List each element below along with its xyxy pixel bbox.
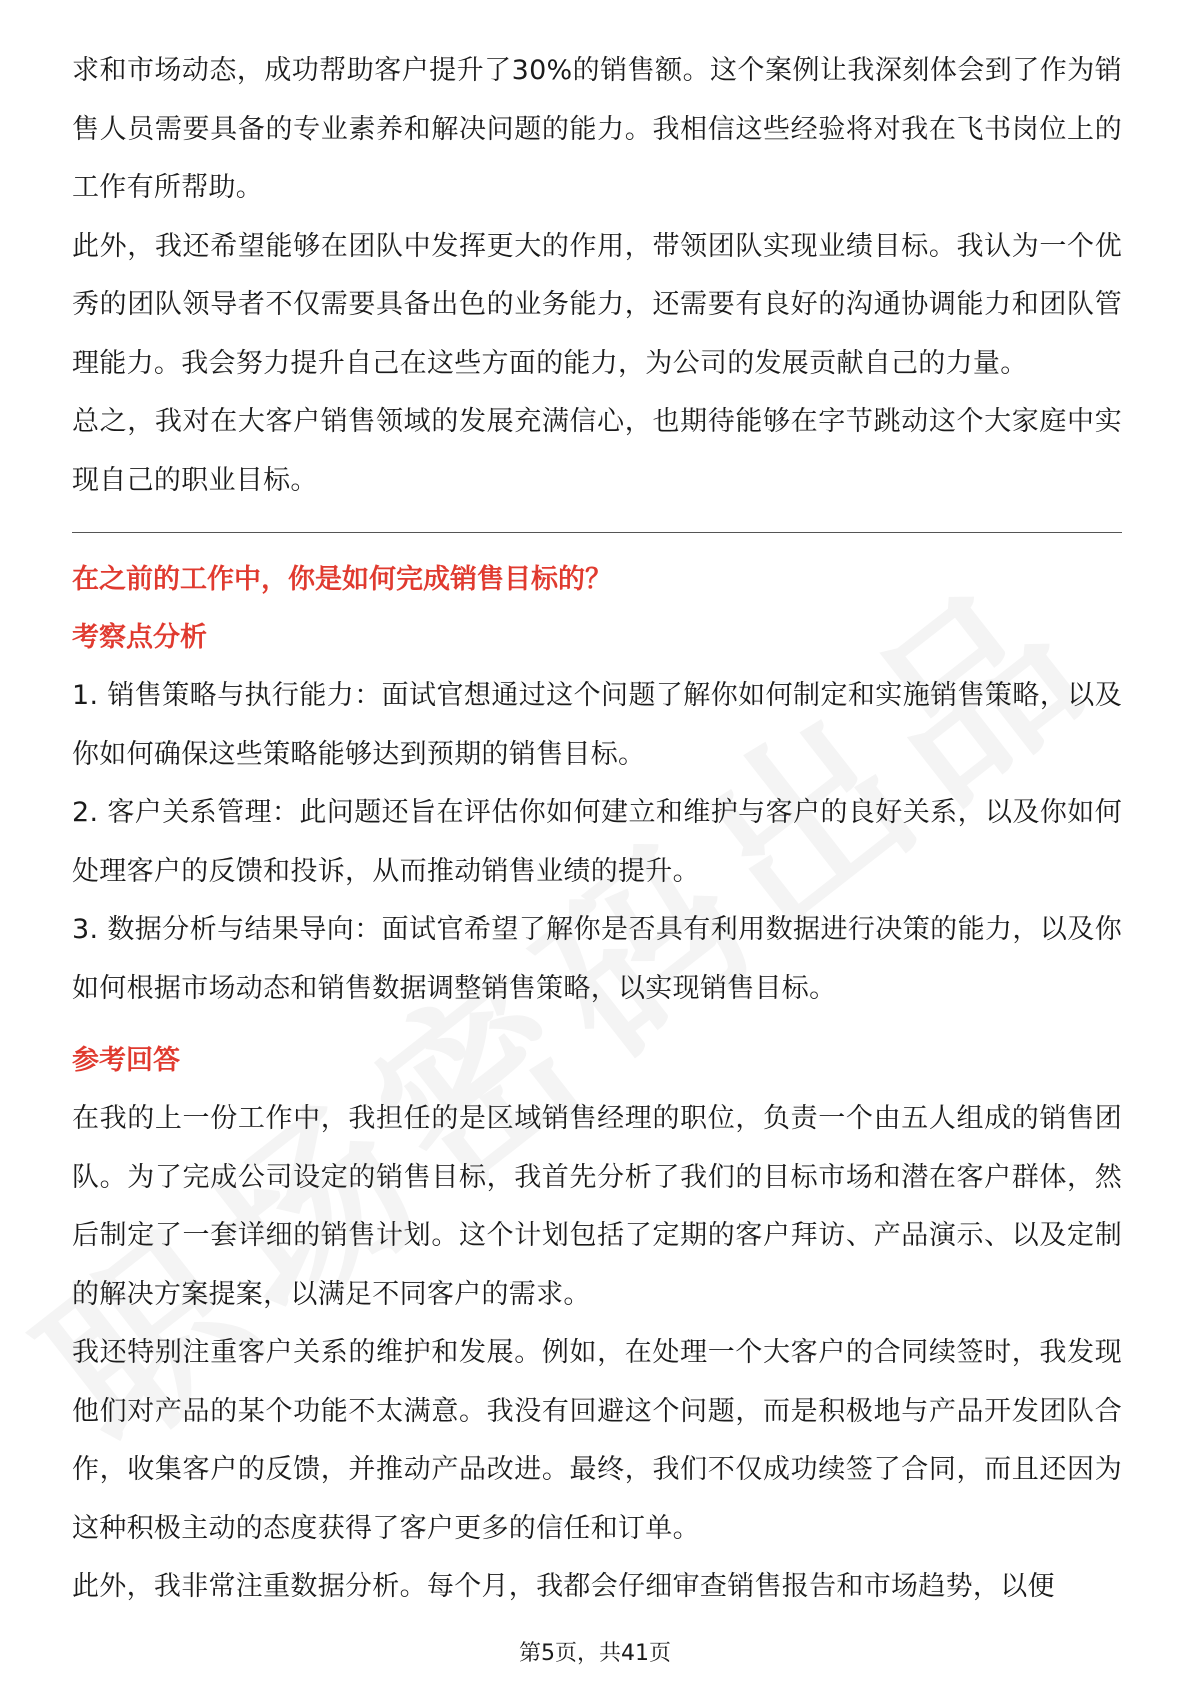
section-divider (72, 532, 1122, 533)
intro-paragraph: 求和市场动态，成功帮助客户提升了30%的销售额。这个案例让我深刻体会到了作为销售人员需要具备的专业素养和解决问题的能力。我相信这些经验将对我在飞书岗位上的工作有所帮助。 (72, 55, 1122, 203)
answer-paragraph: 此外，我非常注重数据分析。每个月，我都会仔细审查销售报告和市场趋势，以便 (72, 1571, 1055, 1602)
analysis-point: 3. 数据分析与结果导向：面试官希望了解你是否具有利用数据进行决策的能力，以及你如何根据市场动态和销售数据调整销售策略，以实现销售目标。 (72, 914, 1122, 1004)
question-title: 在之前的工作中，你是如何完成销售目标的？ (72, 564, 612, 595)
analysis-point: 2. 客户关系管理：此问题还旨在评估你如何建立和维护与客户的良好关系，以及你如何处理客户的反馈和投诉，从而推动销售业绩的提升。 (72, 797, 1122, 887)
analysis-heading: 考察点分析 (72, 622, 207, 653)
answer-paragraph: 我还特别注重客户关系的维护和发展。例如，在处理一个大客户的合同续签时，我发现他们对产品的某个功能不太满意。我没有回避这个问题，而是积极地与产品开发团队合作，收集客户的反馈，并推动产品改进。最终，我们不仅成功续签了合同，而且还因为这种积极主动的态度获得了客户更多的信任和订单。 (72, 1337, 1122, 1544)
intro-paragraph: 总之，我对在大客户销售领域的发展充满信心，也期待能够在字节跳动这个大家庭中实现自己的职业目标。 (72, 406, 1122, 496)
page-number: 第5页，共41页 (519, 1641, 671, 1666)
answer-paragraph: 在我的上一份工作中，我担任的是区域销售经理的职位，负责一个由五人组成的销售团队。为了完成公司设定的销售目标，我首先分析了我们的目标市场和潜在客户群体，然后制定了一套详细的销售计划。这个计划包括了定期的客户拜访、产品演示、以及定制的解决方案提案，以满足不同客户的需求。 (72, 1103, 1122, 1310)
intro-paragraph: 此外，我还希望能够在团队中发挥更大的作用，带领团队实现业绩目标。我认为一个优秀的团队领导者不仅需要具备出色的业务能力，还需要有良好的沟通协调能力和团队管理能力。我会努力提升自己在这些方面的能力，为公司的发展贡献自己的力量。 (72, 230, 1122, 379)
page-content (72, 42, 1122, 1617)
answer-heading: 参考回答 (72, 1045, 180, 1076)
analysis-point: 1. 销售策略与执行能力：面试官想通过这个问题了解你如何制定和实施销售策略，以及你如何确保这些策略能够达到预期的销售目标。 (72, 680, 1122, 770)
